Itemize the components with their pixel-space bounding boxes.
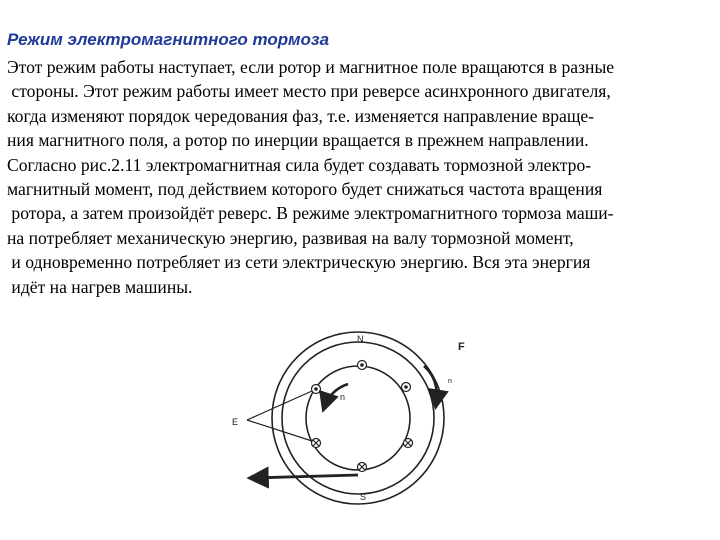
pointer-line-upper xyxy=(247,391,312,420)
paragraph-line: магнитный момент, под действием которого будет снижаться частота вращения xyxy=(7,178,603,199)
conductor-lower-left xyxy=(312,439,321,448)
paragraph-line: Согласно рис.2.11 электромагнитная сила будет создавать тормозной электро- xyxy=(7,154,592,175)
section-heading: Режим электромагнитного тормоза xyxy=(7,30,330,49)
conductor-upper-right xyxy=(402,383,411,392)
stator-outer-ring xyxy=(272,332,444,504)
paragraph-line: стороны. Этот режим работы имеет место при реверсе асинхронного двигателя, xyxy=(7,81,611,102)
conductor-bottom xyxy=(358,463,367,472)
label-field-speed: n xyxy=(448,378,452,385)
rotor-ring xyxy=(306,366,410,470)
paragraph-line: когда изменяют порядок чередования фаз, т.е. изменяется направление враще- xyxy=(7,105,595,126)
paragraph-line: ния магнитного поля, а ротор по инерции вращается в прежнем направлении. xyxy=(7,130,589,151)
body-paragraph xyxy=(7,55,614,299)
paragraph-line: и одновременно потребляет из сети электрическую энергию. Вся эта энергия xyxy=(7,252,591,273)
label-rotor-speed: n xyxy=(340,392,346,402)
paragraph-line: идёт на нагрев машины. xyxy=(7,276,193,297)
label-south: S xyxy=(360,492,367,502)
label-north: N xyxy=(357,334,364,344)
force-arrow xyxy=(252,475,358,478)
paragraph-line: ротора, а затем произойдёт реверс. В режиме электромагнитного тормоза маши- xyxy=(7,203,614,224)
pointer-line-lower xyxy=(247,420,312,441)
paragraph-line: Этот режим работы наступает, если ротор и магнитное поле вращаются в разные xyxy=(7,57,615,77)
conductor-upper-left xyxy=(312,385,321,394)
conductor-top xyxy=(358,361,367,370)
motor-diagram xyxy=(222,320,482,532)
paragraph-line: на потребляет механическую энергию, развивая на валу тормозной момент, xyxy=(7,227,574,248)
label-e: E xyxy=(232,417,239,427)
conductor-lower-right xyxy=(404,439,413,448)
label-force: F xyxy=(458,341,465,353)
